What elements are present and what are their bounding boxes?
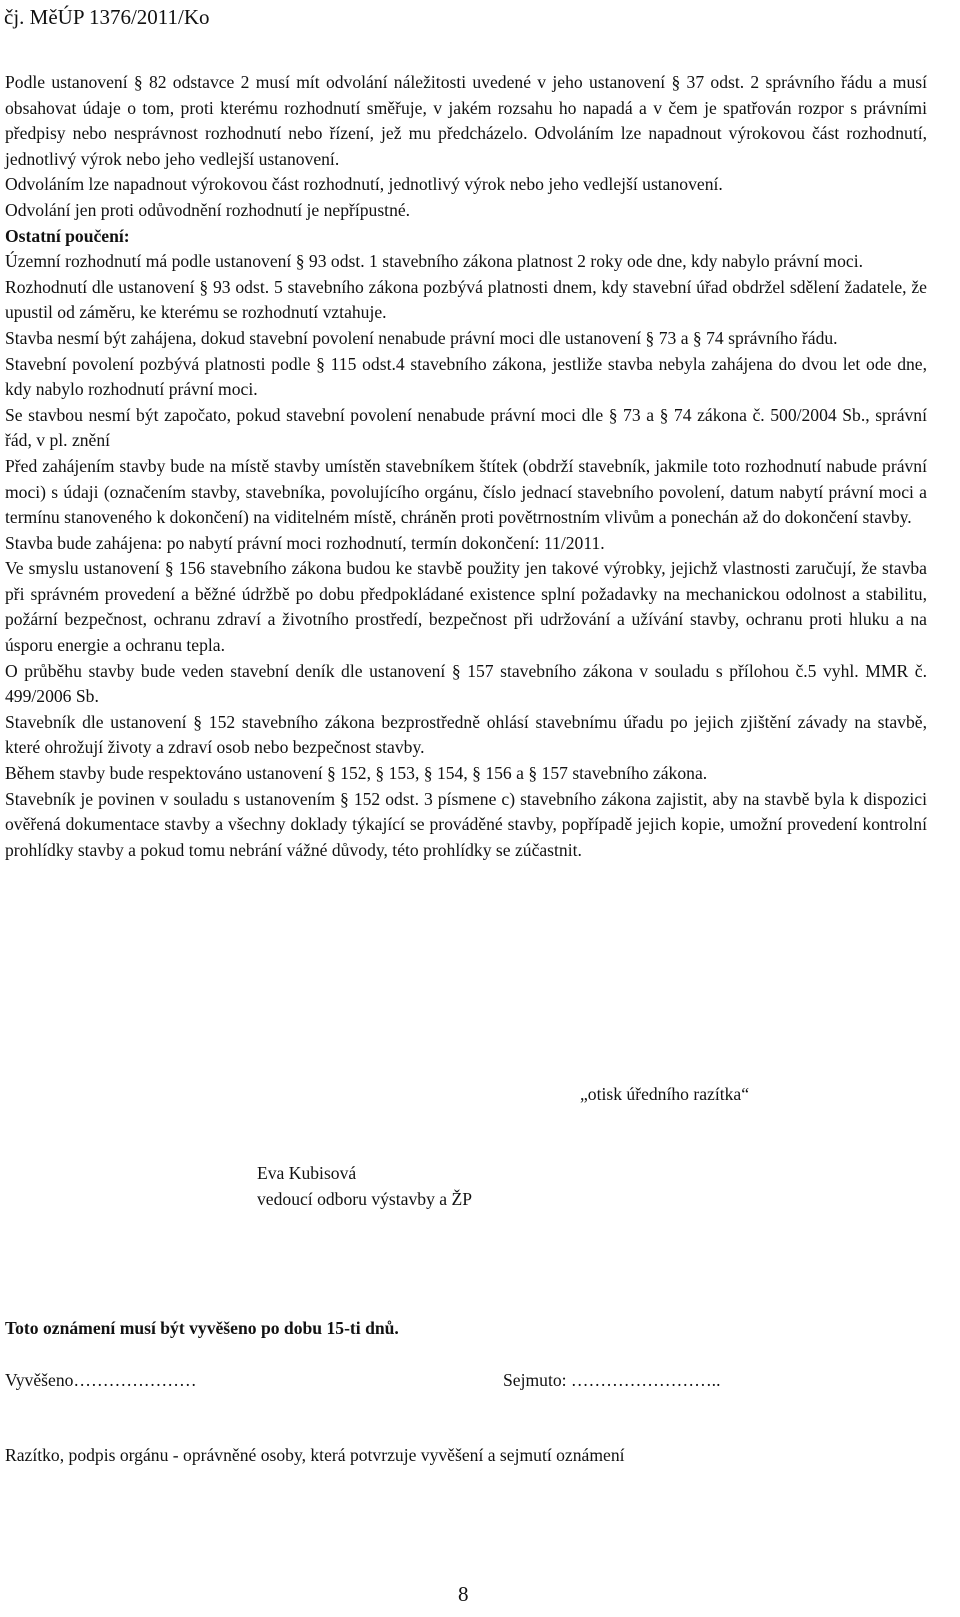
paragraph-validity: Územní rozhodnutí má podle ustanovení § 93 odst. 1 stavebního zákona platnost 2 roky ode dne, kdy nabylo právní moci. xyxy=(5,251,864,272)
section-heading-other-instructions: Ostatní poučení: xyxy=(5,225,130,246)
paragraph-no-start: Se stavbou nesmí být započato, pokud stavební povolení nenabude právní moci dle § 73 a § 74 zákona č. 500/2004 Sb., správní řád, v pl. znění xyxy=(5,404,927,451)
paragraph-site-sign: Před zahájením stavby bude na místě stavby umístěn stavebníkem štítek (obdrží stavebník, jakmile toto rozhodnutí nabude právní moci) s údaji (označením stavby, stavebníka, povolujícího orgánu, číslo jednací stavebního povolení, datum nabytí právní moci a termínu stanoveného k dokončení) na viditelném místě, chráněn proti povětrnostním vlivům a ponechán až do dokončení stavby. xyxy=(5,455,927,528)
official-stamp-placeholder: „otisk úředního razítka“ xyxy=(580,1084,750,1104)
paragraph-appeal-reasoning: Odvolání jen proti odůvodnění rozhodnutí je nepřípustné. xyxy=(5,199,411,220)
paragraph-provisions: Během stavby bude respektováno ustanovení § 152, § 153, § 154, § 156 a § 157 stavebního zákona. xyxy=(5,763,708,784)
paragraph-construction-log: O průběhu stavby bude veden stavební deník dle ustanovení § 157 stavebního zákona v souladu s přílohou č.5 vyhl. MMR č. 499/2006 Sb. xyxy=(5,660,927,707)
paragraph-expiry: Rozhodnutí dle ustanovení § 93 odst. 5 stavebního zákona pozbývá platnosti dnem, kdy stavební úřad obdržel sdělení žadatele, že upustil od záměru, ke kterému se rozhodnutí vztahuje. xyxy=(5,276,927,323)
stamp-signature-line: Razítko, podpis orgánu - oprávněné osoby, která potvrzuje vyvěšení a sejmutí oznámení xyxy=(5,1445,625,1465)
paragraph-schedule: Stavba bude zahájena: po nabytí právní moci rozhodnutí, termín dokončení: 11/2011. xyxy=(5,532,605,553)
document-reference: čj. MěÚP 1376/2011/Ko xyxy=(4,5,210,29)
paragraph-start-condition: Stavba nesmí být zahájena, dokud stavební povolení nenabude právní moci dle ustanovení § 73 a § 74 správního řádu. xyxy=(5,327,838,348)
signature-block xyxy=(257,1160,472,1212)
paragraph-defects: Stavebník dle ustanovení § 152 stavebního zákona bezprostředně ohlásí stavebnímu úřadu po jejich zjištění závady na stavbě, které ohrožují životy a zdraví osob nebo bezpečnost stavby. xyxy=(5,711,927,758)
paragraph-documentation: Stavebník je povinen v souladu s ustanovením § 152 odst. 3 písmene c) stavebního zákona zajistit, aby na stavbě byla k dispozici ověřená dokumentace stavby a všechny doklady týkající se prováděné stavby, popřípadě jejich kopie, umožní provedení kontrolní prohlídky stavby a pokud tomu nebrání vážné důvody, této prohlídky se zúčastnit. xyxy=(5,788,927,860)
paragraph-permit-expiry: Stavební povolení pozbývá platnosti podle § 115 odst.4 stavebního zákona, jestliže stavba nebyla zahájena do dvou let ode dne, kdy nabylo rozhodnutí právní moci. xyxy=(5,353,927,400)
document-body xyxy=(5,70,927,863)
removed-field: Sejmuto: …………………….. xyxy=(503,1370,721,1390)
paragraph-appeal-scope: Odvoláním lze napadnout výrokovou část rozhodnutí, jednotlivý výrok nebo jeho vedlejší ustanovení. xyxy=(5,174,723,195)
paragraph-appeal-requirements: Podle ustanovení § 82 odstavce 2 musí mít odvolání náležitosti uvedené v jeho ustanovení § 37 odst. 2 správního řádu a musí obsahovat údaje o tom, proti kterému rozhodnutí směřuje, v jakém rozsahu ho napadá a v čem je spatřován rozpor s právními předpisy nebo nesprávnost rozhodnutí nebo řízení, jež mu předcházelo. Odvoláním lze napadnout výrokovou část rozhodnutí, jednotlivý výrok nebo jeho vedlejší ustanovení. xyxy=(5,72,927,169)
paragraph-products: Ve smyslu ustanovení § 156 stavebního zákona budou ke stavbě použity jen takové výrobky, jejichž vlastnosti zaručují, že stavba při správném provedení a běžné údržbě po dobu předpokládané existence splní požadavky na mechanickou odolnost a stabilitu, požární bezpečnost, ochranu zdraví a životního prostředí, bezpečnost při udržování a užívání stavby, ochranu proti hluku a na úsporu energie a ochranu tepla. xyxy=(5,558,927,656)
signer-name: Eva Kubisová xyxy=(257,1163,357,1183)
page-number: 8 xyxy=(458,1582,469,1606)
signer-role: vedoucí odboru výstavby a ŽP xyxy=(257,1189,472,1209)
posted-field: Vyvěšeno………………… xyxy=(5,1370,197,1390)
posting-notice: Toto oznámení musí být vyvěšeno po dobu 15-ti dnů. xyxy=(5,1318,399,1338)
